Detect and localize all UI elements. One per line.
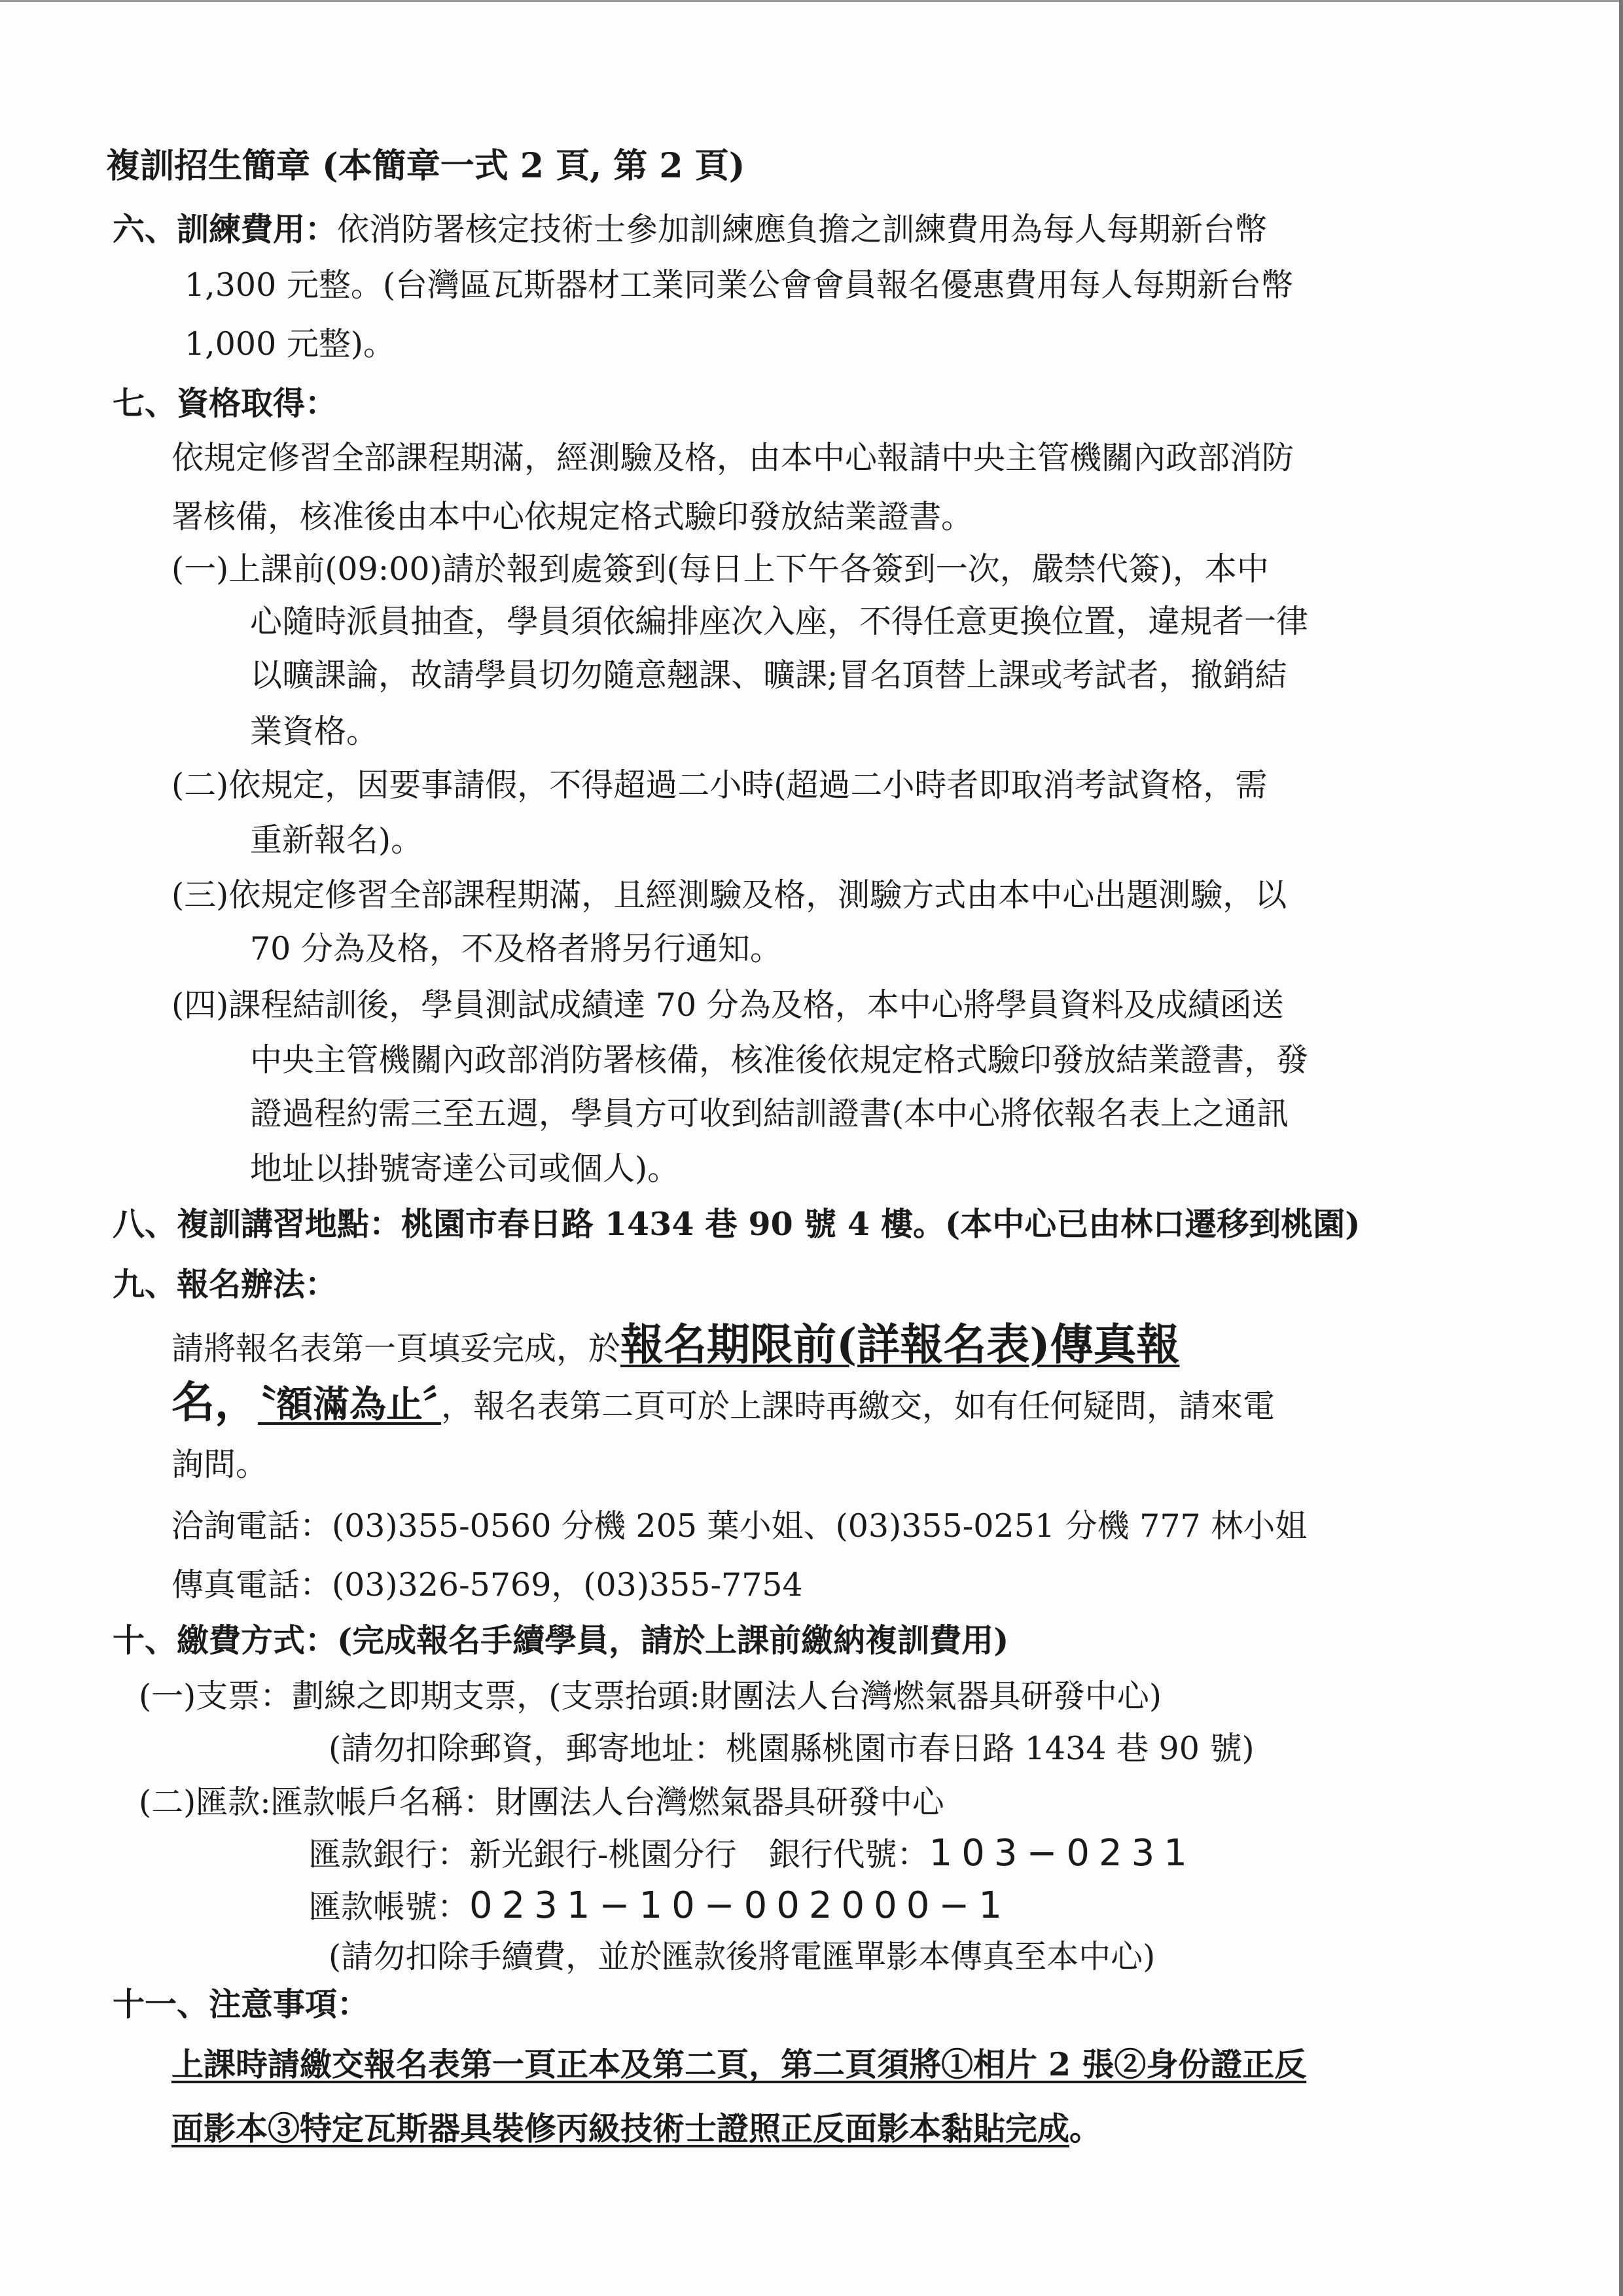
payment-account-line bbox=[309, 1885, 1011, 1928]
qualification-item-3-line-1: (三)依規定修習全部課程期滿，且經測驗及格，測驗方式由本中心出題測驗，以 bbox=[171, 876, 1287, 914]
registration-text-2a: 名， bbox=[171, 1376, 258, 1427]
qualification-heading: 七、資格取得： bbox=[113, 384, 338, 422]
qualification-item-4-line-4: 地址以掛號寄達公司或個人)。 bbox=[250, 1150, 680, 1187]
scan-top-edge bbox=[0, 0, 1623, 2]
payment-check-line-1: (一)支票：劃線之即期支票，(支票抬頭:財團法人台灣燃氣器具研發中心) bbox=[139, 1677, 1162, 1715]
registration-heading: 九、報名辦法： bbox=[113, 1265, 338, 1303]
document-title: 複訓招生簡章 (本簡章一式 2 頁, 第 2 頁) bbox=[106, 146, 745, 186]
registration-line-3: 詢問。 bbox=[171, 1446, 268, 1483]
qualification-item-3-line-2: 70 分為及格，不及格者將另行通知。 bbox=[250, 930, 782, 967]
fee-section bbox=[113, 208, 1267, 251]
qualification-item-4-line-1: (四)課程結訓後，學員測試成績達 70 分為及格，本中心將學員資料及成績函送 bbox=[171, 986, 1284, 1024]
registration-line-2 bbox=[171, 1374, 1275, 1434]
registration-full-emphasis: 〝額滿為止〞 bbox=[258, 1383, 441, 1426]
qualification-item-1-line-2: 心隨時派員抽查，學員須依編排座次入座，不得任意更換位置，違規者一律 bbox=[250, 603, 1309, 640]
registration-line-1 bbox=[171, 1317, 1179, 1376]
location-line: 八、複訓講習地點：桃園市春日路 1434 巷 90 號 4 樓。(本中心已由林口遷移到桃園) bbox=[113, 1205, 1361, 1243]
qualification-item-4-line-3: 證過程約需三至五週，學員方可收到結訓證書(本中心將依報名表上之通訊 bbox=[250, 1095, 1289, 1132]
notes-line-2-end: 。 bbox=[1069, 2109, 1102, 2147]
qualification-item-1-line-1: (一)上課前(09:00)請於報到處簽到(每日上下午各簽到一次，嚴禁代簽)，本中 bbox=[171, 550, 1269, 588]
qualification-intro-2: 署核備，核准後由本中心依規定格式驗印發放結業證書。 bbox=[171, 498, 974, 535]
payment-remit-note: (請勿扣除手續費，並於匯款後將電匯單影本傳真至本中心) bbox=[329, 1938, 1156, 1975]
qualification-item-1-line-3: 以曠課論，故請學員切勿隨意翹課、曠課;冒名頂替上課或考試者，撤銷結 bbox=[250, 656, 1287, 694]
account-number: 0231−10−002000−1 bbox=[469, 1884, 1011, 1927]
qualification-intro-1: 依規定修習全部課程期滿，經測驗及格，由本中心報請中央主管機關內政部消防 bbox=[171, 439, 1294, 476]
fee-line-3: 1,000 元整)。 bbox=[185, 325, 395, 363]
bank-label: 匯款銀行：新光銀行-桃園分行 銀行代號： bbox=[309, 1836, 929, 1873]
qualification-item-1-line-4: 業資格。 bbox=[250, 713, 379, 750]
inquiry-phone: 洽詢電話：(03)355-0560 分機 205 葉小姐、(03)355-0251 分機 777 林小姐 bbox=[171, 1507, 1308, 1545]
fax-number: 傳真電話：(03)326-5769，(03)355-7754 bbox=[171, 1566, 803, 1604]
payment-remit-line-1: (二)匯款:匯款帳戶名稱：財團法人台灣燃氣器具研發中心 bbox=[139, 1784, 944, 1821]
fee-line-2: 1,300 元整。(台灣區瓦斯器材工業同業公會會員報名優惠費用每人每期新台幣 bbox=[185, 266, 1293, 304]
notes-line-2: 面影本③特定瓦斯器具裝修丙級技術士證照正反面影本黏貼完成 bbox=[171, 2109, 1070, 2147]
scan-right-edge bbox=[1619, 0, 1623, 2296]
fee-heading: 六、訓練費用： bbox=[113, 210, 338, 248]
payment-heading: 十、繳費方式：(完成報名手續學員，請於上課前繳納複訓費用) bbox=[113, 1621, 1009, 1659]
payment-bank-line bbox=[309, 1833, 1196, 1876]
qualification-item-2-line-2: 重新報名)。 bbox=[250, 821, 423, 859]
registration-text-2c: ，報名表第二頁可於上課時再繳交，如有任何疑問，請來電 bbox=[441, 1388, 1275, 1425]
account-label: 匯款帳號： bbox=[309, 1888, 470, 1926]
registration-text-1: 請將報名表第一頁填妥完成，於 bbox=[171, 1330, 621, 1367]
registration-deadline-emphasis: 報名期限前(詳報名表)傳真報 bbox=[620, 1319, 1180, 1370]
qualification-item-2-line-1: (二)依規定，因要事請假，不得超過二小時(超過二小時者即取消考試資格，需 bbox=[171, 766, 1268, 804]
notes-line-1: 上課時請繳交報名表第一頁正本及第二頁，第二頁須將①相片 2 張②身份證正反 bbox=[171, 2045, 1307, 2083]
payment-check-line-2: (請勿扣除郵資，郵寄地址：桃園縣桃園市春日路 1434 巷 90 號) bbox=[329, 1730, 1255, 1767]
notes-line-2-wrap bbox=[171, 2108, 1101, 2149]
bank-code: 103−0231 bbox=[929, 1832, 1196, 1874]
qualification-item-4-line-2: 中央主管機關內政部消防署核備，核准後依規定格式驗印發放結業證書，發 bbox=[250, 1041, 1309, 1079]
fee-line-1: 依消防署核定技術士參加訓練應負擔之訓練費用為每人每期新台幣 bbox=[337, 211, 1268, 248]
notes-heading: 十一、注意事項： bbox=[113, 1985, 370, 2023]
